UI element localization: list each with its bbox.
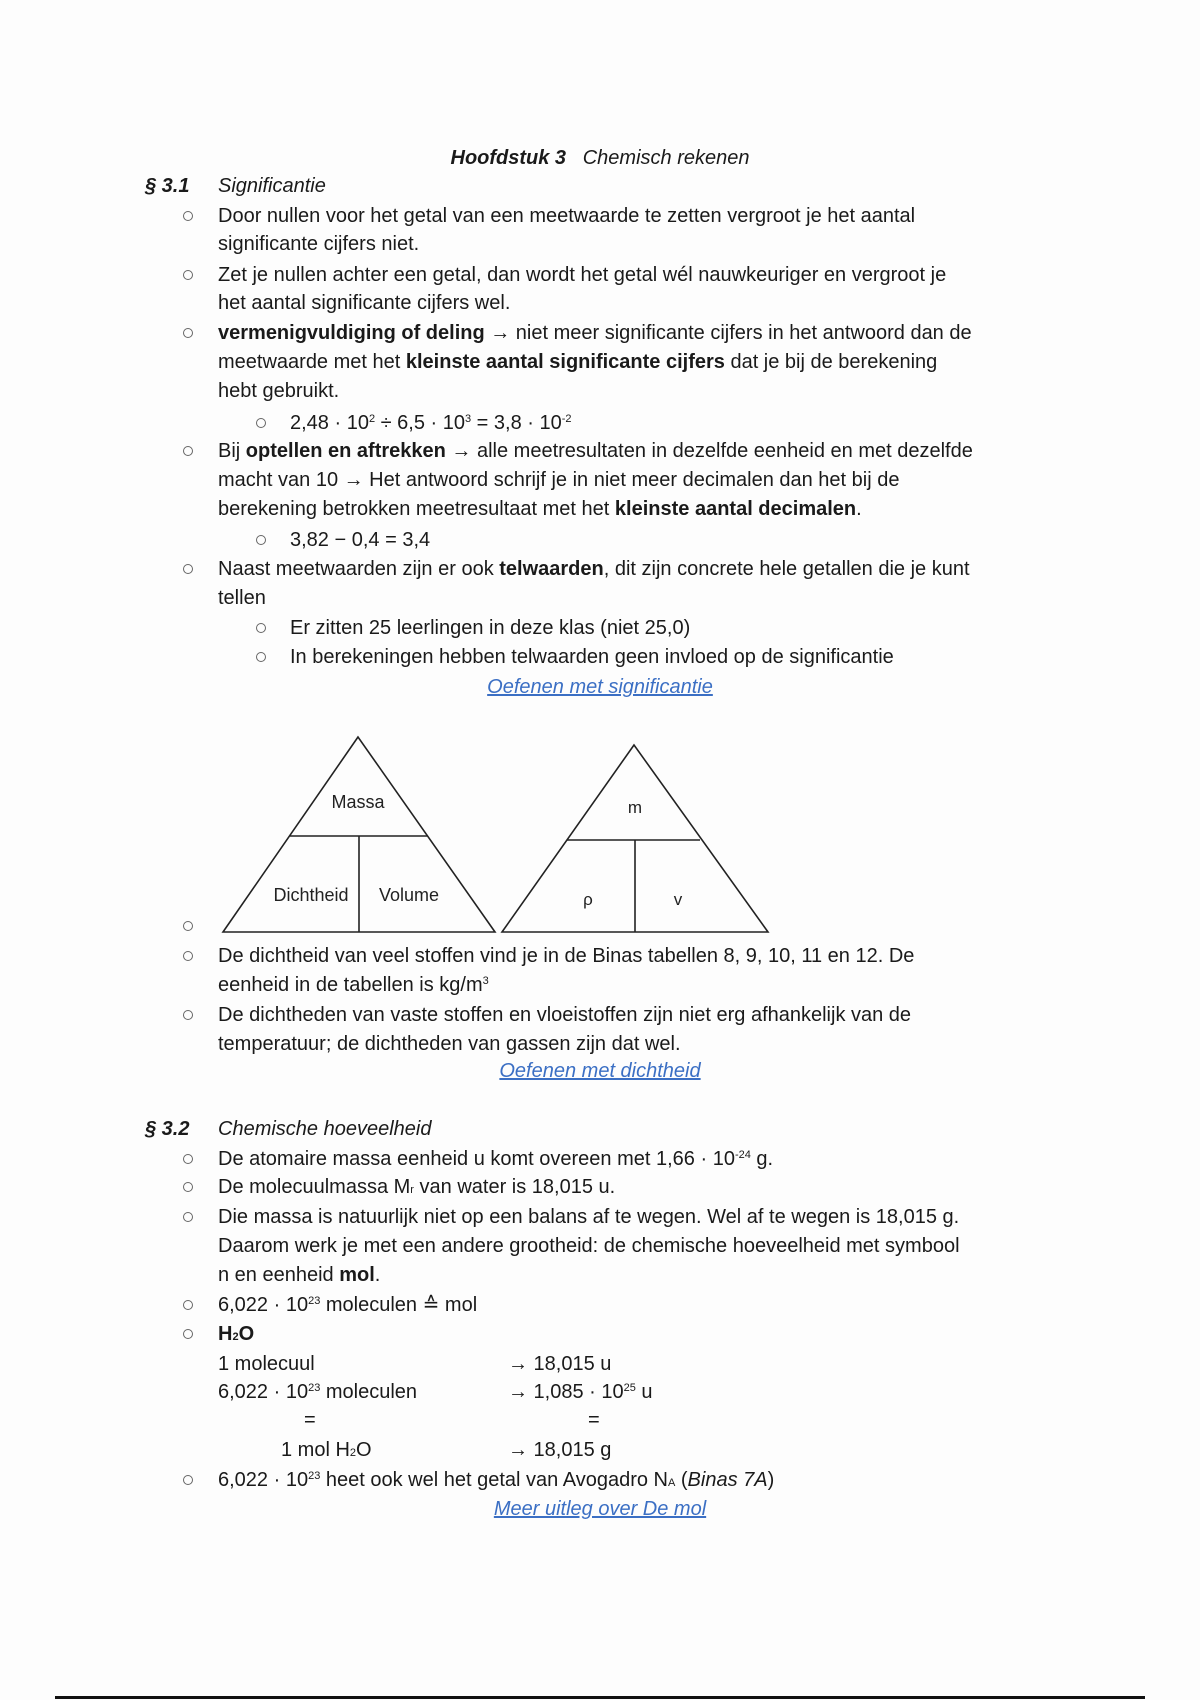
text: → niet meer significante cijfers in het antwoord dan de	[484, 322, 972, 344]
bullet-icon	[183, 1300, 193, 1310]
text: 6,022 · 10	[218, 1381, 309, 1403]
text: = 3,8 · 10	[471, 412, 562, 434]
text: berekening betrokken meetresultaat met het	[218, 498, 615, 520]
triangle-diagram-symbols	[502, 745, 768, 932]
label-rho: ρ	[583, 890, 593, 909]
section-title-chemische-hoeveelheid: Chemische hoeveelheid	[218, 1118, 432, 1140]
text: 1 mol H	[281, 1439, 350, 1461]
link-meer-uitleg-mol[interactable]	[0, 1495, 1200, 1523]
list-item-text: tellen	[218, 587, 266, 609]
subscript: 2	[349, 1447, 357, 1459]
section-number: § 3.2	[145, 1118, 190, 1140]
link-text[interactable]: Oefenen met dichtheid	[499, 1060, 701, 1082]
bold-term: optellen en aftrekken	[245, 440, 446, 462]
exponent: 23	[308, 1382, 321, 1394]
text: heet ook wel het getal van Avogadro N	[320, 1469, 668, 1491]
list-item-text: hebt gebruikt.	[218, 380, 340, 402]
text: Bij	[218, 440, 246, 462]
list-item-text: Die massa is natuurlijk niet op een balans af te wegen. Wel af te wegen is 18,015 g.	[218, 1206, 960, 1228]
text: .	[374, 1264, 381, 1286]
italic-ref: Binas 7A	[687, 1469, 768, 1491]
list-item-text	[218, 1145, 773, 1173]
text: , dit zijn concrete hele getallen die je kunt	[603, 558, 970, 580]
list-item-text: Zet je nullen achter een getal, dan wordt het getal wél nauwkeuriger en vergroot je	[218, 264, 947, 286]
subscript: 2	[232, 1331, 239, 1343]
bold-term: kleinste aantal significante cijfers	[405, 351, 725, 373]
label-dichtheid: Dichtheid	[273, 885, 349, 905]
label-massa: Massa	[331, 792, 385, 812]
text: van water is 18,015 u.	[413, 1176, 616, 1198]
list-item-text: het aantal significante cijfers wel.	[218, 292, 511, 314]
text: 6,022 · 10	[218, 1294, 309, 1316]
bullet-icon	[183, 1182, 193, 1192]
bullet-icon	[183, 1329, 193, 1339]
list-item-text	[218, 1291, 477, 1319]
text: De molecuulmassa M	[218, 1176, 411, 1198]
list-item-text	[218, 1173, 615, 1201]
text: O	[238, 1323, 255, 1345]
exponent: 23	[308, 1470, 321, 1482]
text: → alle meetresultaten in dezelfde eenheid en met dezelfde	[445, 440, 973, 462]
text: (	[675, 1469, 688, 1491]
chapter-name: Chemisch rekenen	[582, 147, 750, 169]
bold-term: kleinste aantal decimalen	[614, 498, 857, 520]
text: De atomaire massa eenheid u komt overeen met 1,66 · 10	[218, 1148, 735, 1170]
chapter-number: Hoofdstuk 3	[450, 147, 567, 169]
text: .	[856, 498, 862, 520]
example-formula: 3,82 − 0,4 = 3,4	[290, 529, 431, 551]
exponent: -2	[561, 413, 572, 425]
text: H	[218, 1323, 233, 1345]
text: meetwaarde met het	[218, 351, 406, 373]
calc-equals-left: =	[304, 1409, 316, 1431]
list-item-text: macht van 10 → Het antwoord schrijf je in niet meer decimalen dan het bij de	[218, 469, 900, 491]
calc-row-1-right: → 18,015 u	[508, 1353, 612, 1375]
label-v: v	[673, 890, 683, 909]
list-item-text: significante cijfers niet.	[218, 233, 420, 255]
text: → 1,085 · 10	[508, 1381, 624, 1403]
link-text[interactable]: Oefenen met significantie	[487, 676, 713, 698]
calc-row-2-left	[218, 1378, 417, 1406]
bullet-icon	[183, 1154, 193, 1164]
exponent: 3	[482, 975, 489, 987]
label-m: m	[627, 798, 643, 817]
sub-list-item-text: In berekeningen hebben telwaarden geen invloed op de significantie	[290, 646, 894, 668]
bullet-icon	[183, 1010, 193, 1020]
text: g.	[750, 1148, 774, 1170]
exponent: -24	[734, 1149, 751, 1161]
section-number: § 3.1	[145, 175, 190, 197]
page-bottom-rule	[55, 1696, 1145, 1699]
text: moleculen ≙ mol	[320, 1294, 478, 1316]
subscript: A	[667, 1477, 676, 1489]
text: O	[356, 1439, 372, 1461]
bullet-icon	[183, 1475, 193, 1485]
formula-h2o	[218, 1320, 254, 1348]
calc-row-4-left	[281, 1436, 372, 1464]
text: dat je bij de berekening	[724, 351, 938, 373]
list-item-text	[218, 1466, 774, 1494]
calc-equals-right: =	[588, 1409, 600, 1431]
text: 6,022 · 10	[218, 1469, 309, 1491]
label-volume: Volume	[378, 885, 440, 905]
calc-row-2-right	[508, 1378, 653, 1406]
exponent: 3	[465, 413, 472, 425]
text: u	[635, 1381, 653, 1403]
triangle-diagram-words	[223, 737, 495, 932]
section-title-significantie: Significantie	[218, 175, 326, 197]
text: n en eenheid	[218, 1264, 340, 1286]
list-item-text: De dichtheid van veel stoffen vind je in de Binas tabellen 8, 9, 10, 11 en 12. De	[218, 945, 915, 967]
text: eenheid in de tabellen is kg/m	[218, 974, 483, 996]
exponent: 2	[368, 413, 376, 425]
list-item-text: temperatuur; de dichtheden van gassen zijn dat wel.	[218, 1033, 681, 1055]
exponent: 25	[623, 1382, 636, 1394]
bold-term: vermenigvuldiging of deling	[218, 322, 485, 344]
sub-list-item-text: Er zitten 25 leerlingen in deze klas (niet 25,0)	[290, 617, 691, 639]
link-text[interactable]: Meer uitleg over De mol	[493, 1498, 707, 1520]
calc-row-1-left: 1 molecuul	[218, 1353, 315, 1375]
text: Naast meetwaarden zijn er ook	[218, 558, 500, 580]
text: moleculen	[320, 1381, 418, 1403]
list-item-text	[218, 1261, 380, 1289]
list-item-text: De dichtheden van vaste stoffen en vloeistoffen zijn niet erg afhankelijk van de	[218, 1004, 912, 1026]
bold-term: telwaarden	[499, 558, 604, 580]
link-oefenen-dichtheid[interactable]	[0, 1057, 1200, 1085]
text: )	[767, 1469, 775, 1491]
subscript: r	[410, 1184, 414, 1196]
bullet-icon	[183, 951, 193, 961]
calc-row-4-right: → 18,015 g	[508, 1439, 612, 1461]
list-item-text: Daarom werk je met een andere grootheid: de chemische hoeveelheid met symbool	[218, 1235, 960, 1257]
exponent: 23	[308, 1295, 321, 1307]
bold-term: mol	[339, 1264, 375, 1286]
bullet-icon	[183, 1212, 193, 1222]
text: ÷ 6,5 · 10	[375, 412, 465, 434]
text: 2,48 · 10	[290, 412, 369, 434]
list-item-text: Door nullen voor het getal van een meetwaarde te zetten vergroot je het aantal	[218, 205, 916, 227]
list-item-text	[218, 971, 489, 999]
section-heading-3-2	[145, 1115, 189, 1143]
